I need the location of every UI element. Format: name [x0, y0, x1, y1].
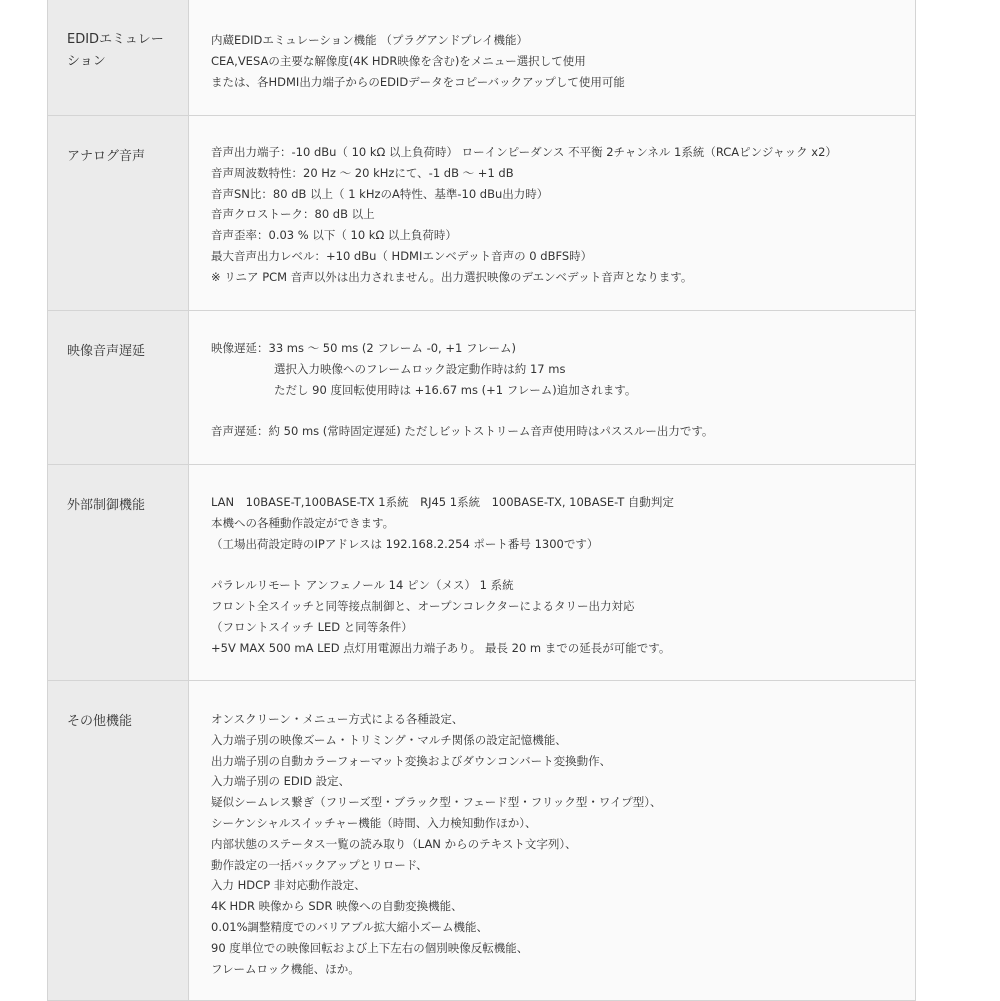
spec-line: ただし 90 度回転使用時は +16.67 ms (+1 フレーム)追加されます。 [274, 382, 637, 397]
spec-row-other-functions [48, 681, 915, 1001]
spec-line: 映像遅延：33 ms 〜 50 ms (2 フレーム -0, +1 フレーム) [211, 341, 516, 355]
spacer [211, 400, 899, 421]
spec-value-analog-audio [189, 116, 915, 310]
spec-line: 入力 HDCP 非対応動作設定、 [211, 878, 366, 893]
spec-line: 内部状態のステータス一覧の読み取り（LAN からのテキスト文字列）、 [211, 836, 577, 851]
spec-table [47, 0, 916, 1001]
spec-line: 4K HDR 映像から SDR 映像への自動変換機能、 [211, 899, 463, 914]
spec-row-external-control [48, 465, 915, 681]
spec-label-av-delay: 映像音声遅延 [48, 311, 189, 464]
spec-line: 音声SN比：80 dB 以上（ 1 kHzのA特性、基準-10 dBu出力時） [211, 186, 549, 201]
spec-line: 選択入力映像へのフレームロック設定動作時は約 17 ms [274, 361, 566, 376]
spec-row-edid [48, 0, 915, 116]
spec-line: フロント全スイッチと同等接点制御と、オープンコレクターによるタリー出力対応 [211, 598, 635, 613]
spec-value-edid [189, 0, 915, 115]
spec-line: （フロントスイッチ LED と同等条件） [211, 619, 413, 634]
spec-row-analog-audio [48, 116, 915, 311]
spec-row-av-delay [48, 311, 915, 465]
spec-line: オンスクリーン・メニュー方式による各種設定、 [211, 712, 464, 726]
spec-line: ※ リニア PCM 音声以外は出力されません。出力選択映像のデエンベデット音声となります。 [211, 269, 693, 284]
spacer [211, 554, 899, 575]
spec-line: CEA,VESAの主要な解像度(4K HDR映像を含む)をメニュー選択して使用 [211, 53, 586, 68]
spec-line: または、各HDMI出力端子からのEDIDデータをコピーバックアップして使用可能 [211, 74, 625, 89]
spec-value-external-control [189, 465, 915, 680]
spec-line: 音声クロストーク：80 dB 以上 [211, 207, 375, 222]
spec-line: 本機への各種動作設定ができます。 [211, 515, 395, 530]
spec-line: 音声遅延：約 50 ms (常時固定遅延) ただしビットストリーム音声使用時はパススルー出力です。 [211, 424, 714, 439]
spec-line: 内蔵EDIDエミュレーション機能 （プラグアンドプレイ機能） [211, 33, 528, 47]
spec-line: 入力端子別の映像ズーム・トリミング・マルチ関係の設定記憶機能、 [211, 732, 567, 747]
spec-line: 音声出力端子：-10 dBu（ 10 kΩ 以上負荷時） ローインピーダンス 不平衡 2チャンネル 1系統（RCAピンジャック x2） [211, 145, 837, 159]
spec-line: 音声歪率：0.03 % 以下（ 10 kΩ 以上負荷時） [211, 228, 457, 243]
spec-line: 最大音声出力レベル：+10 dBu（ HDMIエンベデット音声の 0 dBFS時） [211, 248, 593, 263]
spec-label-other-functions: その他機能 [48, 681, 189, 1000]
spec-line: 入力端子別の EDID 設定、 [211, 774, 351, 789]
spec-line: 動作設定の一括バックアップとリロード、 [211, 857, 428, 872]
spec-line: パラレルリモート アンフェノール 14 ピン（メス） 1 系統 [211, 578, 514, 593]
spec-line: シーケンシャルスイッチャー機能（時間、入力検知動作ほか）、 [211, 815, 537, 830]
spec-label-external-control: 外部制御機能 [48, 465, 189, 680]
spec-label-analog-audio: アナログ音声 [48, 116, 189, 310]
spec-value-other-functions [189, 681, 915, 1000]
spec-line: 音声周波数特性：20 Hz 〜 20 kHzにて、-1 dB 〜 +1 dB [211, 165, 514, 180]
spec-line: LAN 10BASE-T,100BASE-TX 1系統 RJ45 1系統 100BASE-TX, 10BASE-T 自動判定 [211, 495, 674, 509]
spec-line: 0.01%調整精度でのバリアブル拡大縮小ズーム機能、 [211, 919, 488, 934]
spec-value-av-delay [189, 311, 915, 464]
spec-line: フレームロック機能、ほか。 [211, 961, 360, 976]
spec-label-edid: EDIDエミュレーション [48, 0, 189, 115]
spec-line: +5V MAX 500 mA LED 点灯用電源出力端子あり。 最長 20 m までの延長が可能です。 [211, 640, 671, 655]
spec-line: （工場出荷設定時のIPアドレスは 192.168.2.254 ポート番号 1300です） [211, 536, 599, 551]
spec-line: 疑似シームレス繋ぎ（フリーズ型・ブラック型・フェード型・フリック型・ワイプ型）、 [211, 795, 662, 810]
spec-line: 90 度単位での映像回転および上下左右の個別映像反転機能、 [211, 940, 529, 955]
spec-line: 出力端子別の自動カラーフォーマット変換およびダウンコンバート変換動作、 [211, 753, 612, 768]
